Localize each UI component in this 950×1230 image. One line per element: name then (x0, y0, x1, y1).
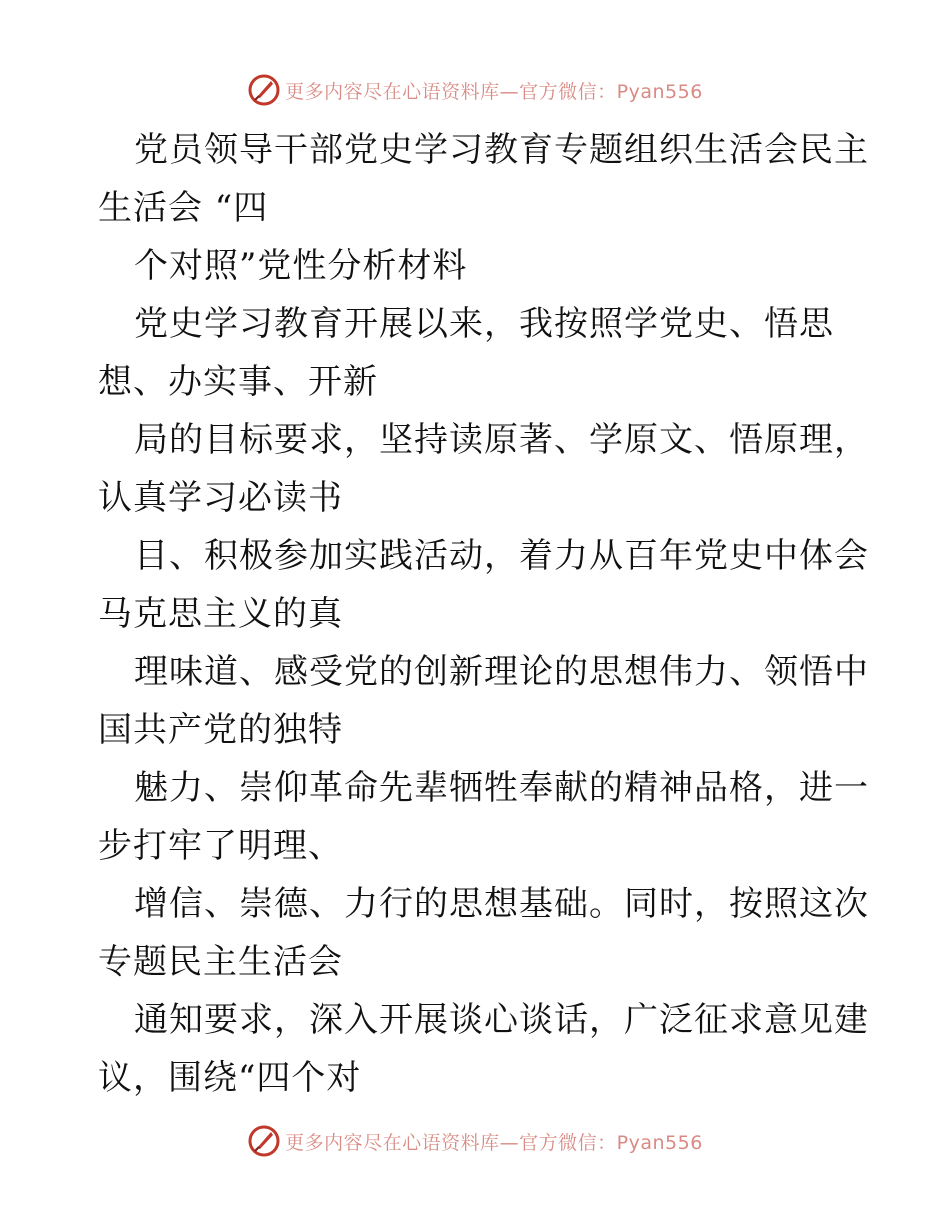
header-banner-text: 更多内容尽在心语资料库—官方微信：Pyan556 (285, 80, 703, 103)
feather-pen-logo-icon (247, 1124, 281, 1158)
footer-banner-text: 更多内容尽在心语资料库—官方微信：Pyan556 (285, 1131, 703, 1154)
footer-watermark-banner (0, 1121, 950, 1161)
paragraph-line: 专题民主生活会 (98, 942, 343, 982)
paragraph-line: 国共产党的独特 (98, 710, 343, 750)
paragraph-line: 步打牢了明理、 (98, 826, 343, 866)
paragraph-line: 生活会 “四 (98, 188, 269, 228)
paragraph-line: 个对照”党性分析材料 (134, 246, 468, 286)
paragraph-line: 党史学习教育开展以来，我按照学党史、悟思 (134, 304, 834, 344)
paragraph-line: 想、办实事、开新 (98, 362, 378, 402)
paragraph-line: 议，围绕“四个对 (98, 1058, 362, 1098)
header-watermark-banner (0, 70, 950, 110)
document-body (98, 121, 869, 1107)
paragraph-line: 局的目标要求，坚持读原著、学原文、悟原理， (134, 420, 869, 460)
paragraph-line: 魅力、崇仰革命先辈牺牲奉献的精神品格，进一 (134, 768, 869, 808)
paragraph-line: 党员领导干部党史学习教育专题组织生活会民主 (134, 130, 869, 170)
paragraph-line: 通知要求，深入开展谈心谈话，广泛征求意见建 (134, 1000, 869, 1040)
paragraph-line: 目、积极参加实践活动，着力从百年党史中体会 (134, 536, 869, 576)
paragraph-line: 增信、崇德、力行的思想基础。同时，按照这次 (134, 884, 869, 924)
paragraph-line: 认真学习必读书 (98, 478, 343, 518)
feather-pen-logo-icon (247, 73, 281, 107)
paragraph-line: 理味道、感受党的创新理论的思想伟力、领悟中 (134, 652, 869, 692)
paragraph-line: 马克思主义的真 (98, 594, 343, 634)
